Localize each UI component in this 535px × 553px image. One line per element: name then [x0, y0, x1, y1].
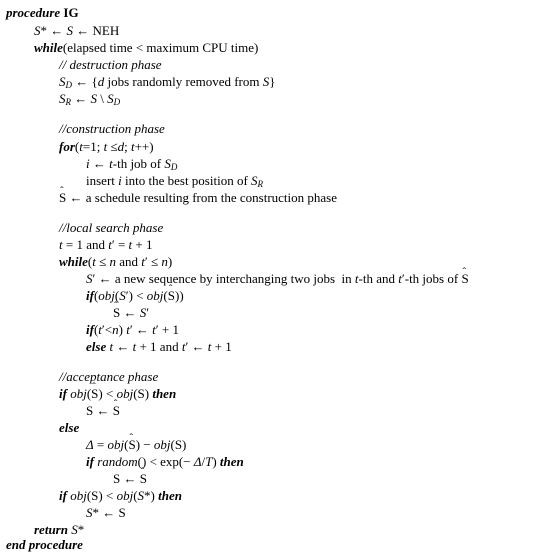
s-assign2-line: S ← S ˆ [113, 471, 147, 487]
while-line [34, 40, 258, 56]
if5-line: if obj(S) < obj(S*) then [59, 488, 182, 503]
s-assign-line: S ← S ˆ [86, 403, 120, 419]
else1-line: else t ← t + 1 and t′ ← t + 1 [86, 339, 232, 354]
end-procedure-line: end procedure [6, 537, 83, 552]
if1-line: if(obj(S′) < obj(S ˆ)) [86, 288, 184, 304]
construction-comment: //construction phase [59, 121, 165, 136]
sstar-assign-line: S* ← S [86, 505, 126, 520]
for-line: for(t=1; t ≤d; t++) [59, 139, 154, 154]
shat-assign-line: S ˆ ← S′ [113, 305, 149, 321]
insert-line: insert i into the best position of $S_R$ [86, 173, 264, 189]
procedure-keyword: procedure [6, 5, 61, 20]
i-assign-line: i ← t-th job of $S_D$ [86, 156, 178, 172]
local-search-comment: //local search phase [59, 220, 164, 235]
destruction-comment: // destruction phase [59, 57, 162, 72]
sd-line: $S_D$ ← {d jobs randomly removed from S} [59, 74, 276, 90]
acceptance-comment: //acceptance phase [59, 369, 159, 384]
while-condition: (elapsed time < maximum CPU time) [62, 40, 259, 55]
while2-line: while(t ≤ n and t′ ≤ n) [59, 254, 173, 269]
shat-line: S ˆ ← a schedule resulting from the construction phase [59, 190, 337, 206]
procedure-header [6, 5, 79, 21]
else2-line: else [59, 420, 80, 435]
while-keyword: while [34, 40, 63, 55]
sprime-line: S′ ← a new sequence by interchanging two jobs in t-th and t′-th jobs of S ˆ [86, 271, 469, 287]
delta-line: Δ = obj(S ˆ) − obj(S) [86, 437, 186, 453]
if3-line: if obj(S ˆ) < obj(S) then [59, 386, 176, 402]
if2-line: if(t′<n) t′ ← t′ + 1 [86, 322, 179, 337]
t-init-line: t = 1 and t′ = t + 1 [59, 237, 153, 252]
init-line: S* ← S ← NEH [34, 23, 120, 38]
sr-line: $S_R$ ← S \ $S_D$ [59, 91, 121, 107]
procedure-name: IG [63, 5, 79, 20]
if4-line: if random() < exp(− Δ/T) then [86, 454, 244, 469]
return-line: return S* [34, 522, 85, 537]
